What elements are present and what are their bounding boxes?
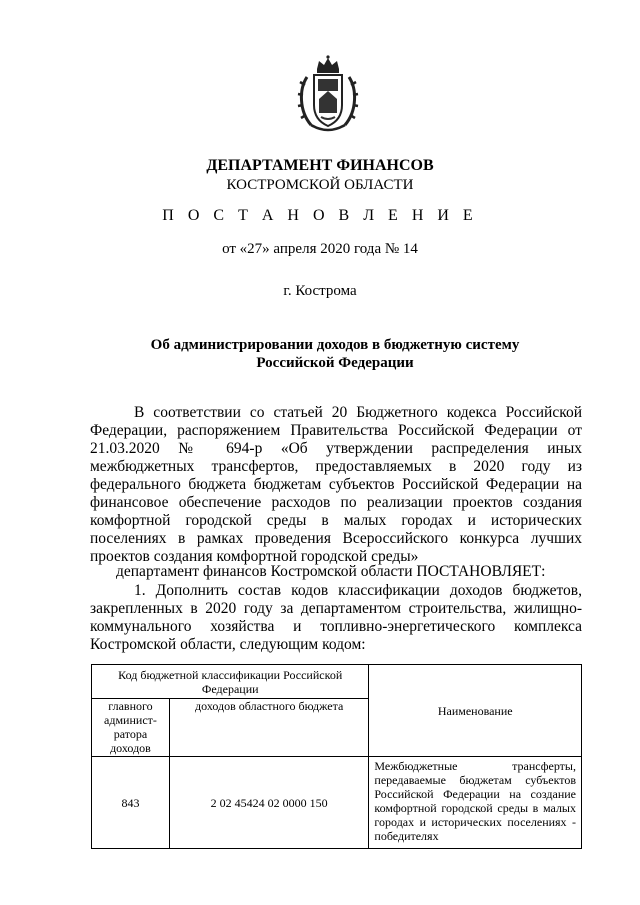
subject-line-1: Об администрировании доходов в бюджетную систему	[150, 337, 520, 353]
table-header-name: Наименование	[369, 665, 582, 757]
document-subject	[150, 336, 520, 372]
document-city: г. Кострома	[283, 283, 357, 299]
classification-table	[91, 664, 582, 849]
region-name: КОСТРОМСКОЙ ОБЛАСТИ	[226, 177, 414, 193]
subject-line-2: Российской Федерации	[256, 355, 414, 371]
table-group-header: Код бюджетной классификации Российской Федерации	[92, 665, 369, 699]
clause-1-paragraph: 1. Дополнить состав кодов классификации доходов бюджетов, закрепленных в 2020 году за департаментом строительства, жилищно-коммунального хозяйства и топливно-энергетического комплекса Костромской области, следующим кодом:	[90, 582, 582, 653]
document-date-number: от «27» апреля 2020 года № 14	[222, 241, 418, 257]
row-admin-code: 843	[92, 757, 170, 849]
department-name: ДЕПАРТАМЕНТ ФИНАНСОВ	[206, 157, 434, 174]
document-type: П О С Т А Н О В Л Е Н И Е	[162, 207, 478, 224]
preamble-paragraph: В соответствии со статьей 20 Бюджетного кодекса Российской Федерации, распоряжением Правительства Российской Федерации от 21.03.2020 № 694-р «Об утверждении распределения иных межбюджетных трансфертов, предоставляемых в 2020 году из федерального бюджета бюджетам субъектов Российской Федерации на финансовое обеспечение расходов по реализации проектов создания комфортной городской среды в малых городах и исторических поселениях в рамках проведения Всероссийского конкурса лучших проектов создания комфортной городской среды»	[90, 404, 582, 565]
coat-of-arms-emblem	[297, 55, 359, 135]
table-header-income: доходов областного бюджета	[169, 699, 369, 757]
row-name: Межбюджетные трансферты, передаваемые бюджетам субъектов Российской Федерации на создание комфортной городской среды в малых городах и исторических поселениях - победителях	[369, 757, 582, 849]
table-row	[92, 757, 582, 849]
row-income-code: 2 02 45424 02 0000 150	[169, 757, 369, 849]
resolution-paragraph: департамент финансов Костромской области ПОСТАНОВЛЯЕТ:	[116, 563, 546, 580]
table-header-admin: главного админист-ратора доходов	[92, 699, 170, 757]
